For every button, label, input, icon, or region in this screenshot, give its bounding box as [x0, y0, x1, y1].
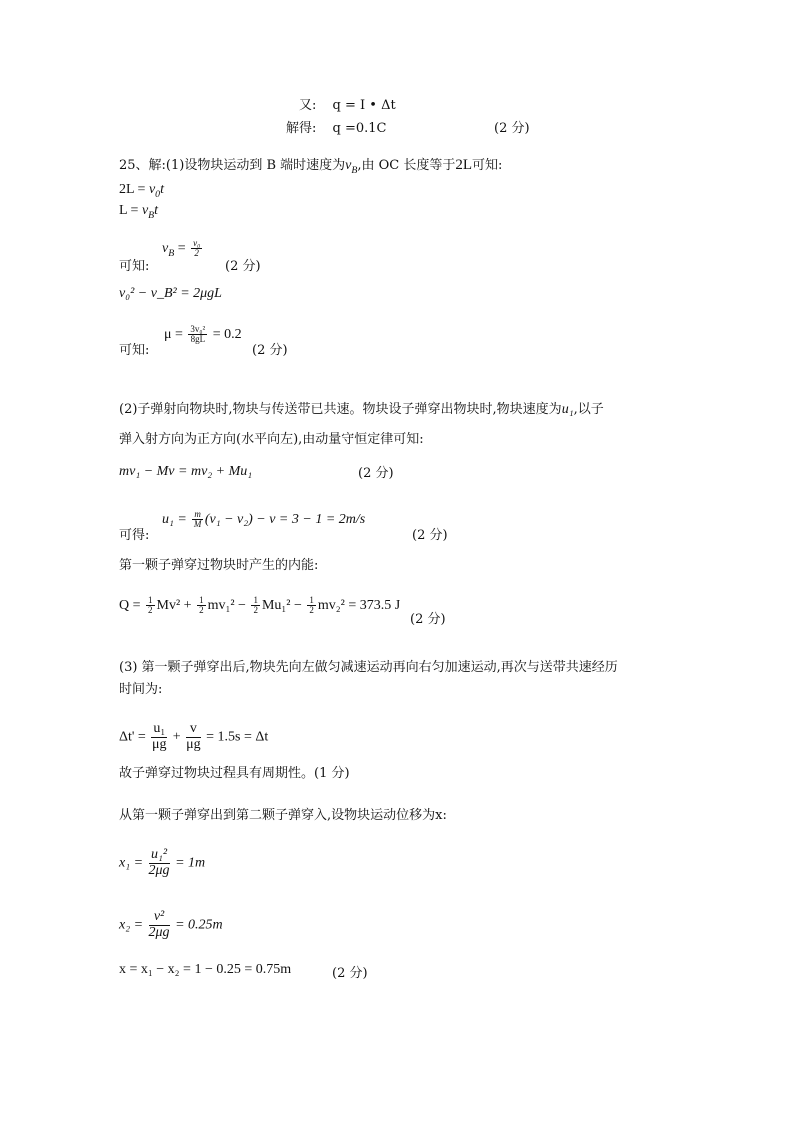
line-again	[299, 98, 396, 114]
heat-intro: 第一颗子弹穿过物块时产生的内能:	[119, 558, 319, 573]
score-4: (2 分)	[412, 528, 448, 543]
eq-charge: q = I • Δt	[332, 98, 396, 113]
eq-vb: $v_B$ = $\frac{\text{v₀}}{2}$	[162, 238, 201, 259]
part2-para1: (2)子弹射向物块时,物块与传送带已共速。物块设子弹穿出物块时,物块速度为u₁,以子	[119, 402, 604, 417]
kezhi-2: 可知:	[119, 343, 150, 358]
disp-intro: 从第一颗子弹穿出到第二颗子弹穿入,设物块运动位移为x:	[119, 808, 447, 823]
eq-x: x = x₁ − x₂ = 1 − 0.25 = 0.75m	[119, 962, 292, 977]
score-5: (2 分)	[410, 612, 446, 627]
eq-x1: x₁ = $\frac{\text{u₁²}}{2\mu g}$ = 1m	[119, 847, 206, 878]
eq-2L: $2L = v_0t$	[119, 182, 164, 200]
label-solve: 解得:	[286, 121, 317, 136]
score-3: (2 分)	[358, 466, 394, 481]
eq-mu: μ = $\frac{\text{3v₀²}}{8gL}$ = 0.2	[164, 324, 242, 345]
part3-para1: (3) 第一颗子弹穿出后,物块先向左做匀减速运动再向右匀加速运动,再次与送带共速经历	[119, 660, 618, 675]
eq-energy: v₀² − v_B² = 2μgL	[119, 286, 222, 301]
period-text: 故子弹穿过物块过程具有周期性。(1 分)	[119, 766, 350, 781]
score-6: (2 分)	[332, 966, 368, 981]
eq-momentum: mv₁ − Mv = mv₂ + Mu₁	[119, 464, 253, 479]
line-solve	[286, 121, 387, 137]
eq-charge-result: q =0.1C	[332, 121, 387, 136]
score-1: (2 分)	[225, 259, 261, 274]
part3-para2: 时间为:	[119, 682, 163, 697]
eq-x2: x₂ = $\frac{\text{v²}}{2\mu g}$ = 0.25m	[119, 909, 223, 940]
vb-symbol: $v_B$	[345, 158, 358, 176]
score-top: (2 分)	[494, 121, 530, 136]
eq-delta-t: Δt' = $\frac{\text{u₁}}{\mu g}$ + $\frac{v}{\mu g}$ = 1.5s = Δt	[119, 721, 269, 752]
p25-intro	[119, 157, 502, 174]
kezhi-1: 可知:	[119, 259, 150, 274]
eq-heat: Q = $\frac{1}{2}$ Mv² + $\frac{1}{2}$ mv₁² − $\frac{1}{2}$ Mu₁² − $\frac{1}{2}$ mv₂² = 373.5 J	[119, 595, 401, 616]
label-again: 又:	[299, 98, 317, 113]
eq-u1: u₁ = $\frac{m}{M}$ (v₁ − v₂) − v = 3 − 1 = 2m/s	[162, 509, 366, 530]
part2-para2: 弹入射方向为正方向(水平向左),由动量守恒定律可知:	[119, 432, 424, 447]
score-2: (2 分)	[252, 343, 288, 358]
p25-intro-b: ,由 OC 长度等于	[357, 158, 456, 173]
eq-L: $L = v_Bt$	[119, 203, 159, 221]
p25-intro-a: 25、解:(1)设物块运动到 B 端时速度为	[119, 158, 346, 173]
kede: 可得:	[119, 528, 150, 543]
p25-intro-c: 可知:	[472, 158, 503, 173]
u1-symbol: u₁	[561, 402, 574, 417]
twoL-symbol: 2L	[455, 157, 473, 173]
